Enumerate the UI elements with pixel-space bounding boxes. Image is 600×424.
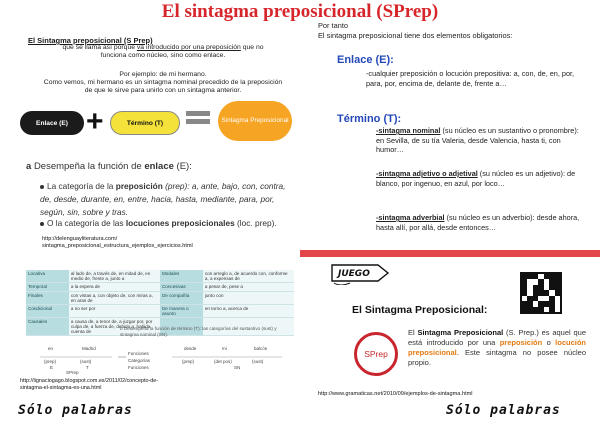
bullet-b-bold: preposición [115, 181, 163, 191]
diagram-cat-sust2: (sust) [252, 359, 264, 364]
explain-line1: Como vemos, mi hermano es un sintagma nominal precedido de la preposición [43, 79, 283, 86]
tb1-body: (su núcleo es un sustantivo o pronombre): en Sevilla, de su tía Valeria, desde Valencia, hasta ti, con humor… [376, 126, 579, 154]
sprep-circle-icon: SPrep [354, 332, 398, 376]
source-link-3[interactable]: http://www.gramaticas.net/2010/09/ejemplos-de-sintagma.html [318, 391, 473, 397]
table-cell: a la espera de [69, 283, 160, 292]
intro-line1-b: va introducido por una preposición [136, 44, 241, 51]
por-tanto: Por tanto [318, 21, 348, 30]
intro-line2: funciona como núcleo, sino como enlace. [100, 52, 226, 59]
diagram-fn-t: T [86, 365, 89, 370]
tb2-body: (su núcleo es un adjetivo): de blanco, por ingenuo, en azul, por loco… [376, 169, 576, 188]
diagram-label-funciones1: Funciones [128, 351, 149, 356]
tb3-head: -sintagma adverbial [376, 213, 445, 222]
table-cell: De manera o asunto [160, 305, 203, 318]
qr-code-icon [520, 272, 562, 314]
intro-heading: El Sintagma preposicional (S Prep) [28, 36, 153, 45]
diagram-word-balcon: balcón [254, 346, 268, 351]
intro-line1-a: que se llama así porque [62, 44, 137, 51]
bullet-dot-icon [40, 222, 44, 226]
diagram-word-en: en [48, 346, 54, 351]
sp-desc-2: (S. Prep.) es aquel que está introducido por una [408, 328, 586, 347]
table-cell: en torno a, acerca de [203, 305, 294, 318]
table-cell: con vistas a, con objeto de, con miras a, en aras de [69, 292, 160, 305]
bullet-preposicion [40, 180, 290, 219]
solo-palabras-logo-right: Sólo palabras [446, 403, 561, 418]
table-cell: Temporal [26, 283, 69, 292]
tb1-head: -sintagma nominal [376, 126, 441, 135]
bullet-c-bold: locuciones preposicionales [125, 218, 235, 228]
table-row [26, 292, 294, 305]
termino-pill: Término (T) [110, 111, 180, 135]
bullet-b-text2: (prep): a, ante, bajo, con, contra, de, desde, durante, en, entre, hacia, hasta, mediante, para, por, según, sin, sobre y tras. [40, 181, 286, 217]
sp-desc-bold: Sintagma Preposicional [417, 328, 504, 337]
sp-desc-locucion: locución preposicional [408, 338, 586, 357]
sprep-pill: Sintagma Preposicional [218, 101, 292, 141]
bullet-locuciones [40, 218, 290, 228]
divider-bar [300, 250, 600, 257]
example-text: Por ejemplo: de mi hermano. [119, 71, 207, 78]
termino-sintagma-nominal [376, 126, 588, 155]
solo-palabras-logo-left: Sólo palabras [18, 403, 133, 418]
link2-line-a[interactable]: http://lignaciogago.blogspot.com.es/2011/02/concepto-de- [20, 378, 159, 384]
diagram-cat-prep2: (prep) [182, 359, 195, 364]
table-cell: a no ser por [69, 305, 160, 318]
diagram-word-madrid: Madrid [82, 346, 96, 351]
juego-label: JUEGO [338, 269, 370, 279]
qr-cell [555, 307, 560, 312]
sp-desc-1: El [408, 328, 418, 337]
sp-desc-4: . Este sintagma no posee núcleo propio. [408, 348, 586, 367]
table-cell: De compañía [160, 292, 203, 305]
diagram-cat-sust1: (sust) [80, 359, 92, 364]
diagram-label-categorias: Categorías [128, 358, 151, 363]
diagram-label-funciones2: Funciones [128, 365, 149, 370]
diagram-fn-sn: SN [234, 365, 241, 370]
bullet-letter: a [26, 161, 32, 172]
juego-badge-icon [330, 261, 394, 285]
table-cell: Modales [160, 270, 203, 283]
diagram-word-desde: desde [184, 346, 197, 351]
sp-description [408, 328, 586, 368]
sp-title: El Sintagma Preposicional: [352, 304, 488, 316]
sp-desc-preposicion: preposición [499, 338, 543, 347]
explain-line2: de que le sirve para unirlo con un sintagma anterior. [84, 87, 242, 94]
plus-icon: + [86, 105, 104, 138]
equals-icon [186, 111, 210, 127]
termino-sintagma-adjetivo [376, 169, 588, 188]
intro-text [28, 44, 298, 60]
table-row [26, 305, 294, 318]
bullet-enlace [26, 161, 192, 172]
source-link-2[interactable] [20, 378, 300, 392]
bullet-a-end: (E): [176, 161, 192, 172]
enlace-pill: Enlace (E) [20, 111, 84, 135]
diagram-cat-prep1: (prep) [44, 359, 57, 364]
diagram-fn-sprep: SPrep [66, 370, 79, 375]
elementos-obligatorios: El sintagma preposicional tiene dos elementos obligatorios: [318, 31, 513, 40]
table-cell: Locativa [26, 270, 69, 283]
table-cell: con arreglo a, de acuerdo con, conforme a, a expensas de [203, 270, 294, 283]
tb3-body: (su núcleo es un adverbio): desde ahora, hasta allí, por allá, desde entonces… [376, 213, 580, 232]
diagram-word-mi: mi [222, 346, 227, 351]
bullet-c-text1: O la categoría de las [47, 218, 124, 228]
link2-line-b[interactable]: sintagma-el-sintagma-es-una.html [20, 385, 102, 391]
enlace-description: -cualquier preposición o locución prepositiva: a, con, de, en, por, para, por, encima de, delante de, frente a… [366, 69, 575, 88]
table-cell: a causa de, a tenor de, a juzgar por, por culpa de, a fuerza de, debido a, habida cuenta de [69, 318, 160, 336]
link1-line-b[interactable]: sintagma_preposicional_estructura_ejemplos_ejercicios.html [42, 243, 193, 249]
termino-heading: Término (T): [337, 113, 402, 125]
explain-text [28, 79, 298, 95]
enlace-heading: Enlace (E): [337, 54, 394, 66]
bullet-a-bold: enlace [144, 161, 174, 172]
table-cell: a pesar de, pese a [203, 283, 294, 292]
link1-line-a[interactable]: http://delenguayliteratura.com/ [42, 236, 118, 242]
source-link-1[interactable] [42, 236, 302, 250]
table-row [26, 283, 294, 292]
bullet-c-text2: (loc. prep). [237, 218, 277, 228]
table-cell: junto con [203, 292, 294, 305]
tb2-head: -sintagma adjetivo o adjetival [376, 169, 478, 178]
sp-desc-3: o [542, 338, 556, 347]
table-cell: al lado de, a través de, en mitad de, en medio de, frente a, junto a [69, 270, 160, 283]
intro-line1-c: que no [240, 44, 264, 51]
page-title: El sintagma preposicional (SPrep) [161, 1, 439, 22]
bullet-a-text: Desempeña la función de [33, 161, 142, 172]
diagram-cat-detpos: (det pos) [214, 359, 232, 364]
bullet-dot-icon [40, 185, 44, 189]
termino-sintagma-adverbial [376, 213, 588, 232]
table-note: b Desempeña la función de término (T): las categorías del sustantivo (sust) y sintagma nominal (SN). [120, 326, 277, 337]
diagram-fn-e: E [50, 365, 54, 370]
bullet-b-text1: La categoría de la [47, 181, 114, 191]
table-row [26, 270, 294, 283]
table-cell: Causales [26, 318, 69, 336]
table-cell: Finales [26, 292, 69, 305]
table-cell: Condicional [26, 305, 69, 318]
sintagma-diagram [22, 345, 297, 375]
table-cell: Concesivas [160, 283, 203, 292]
